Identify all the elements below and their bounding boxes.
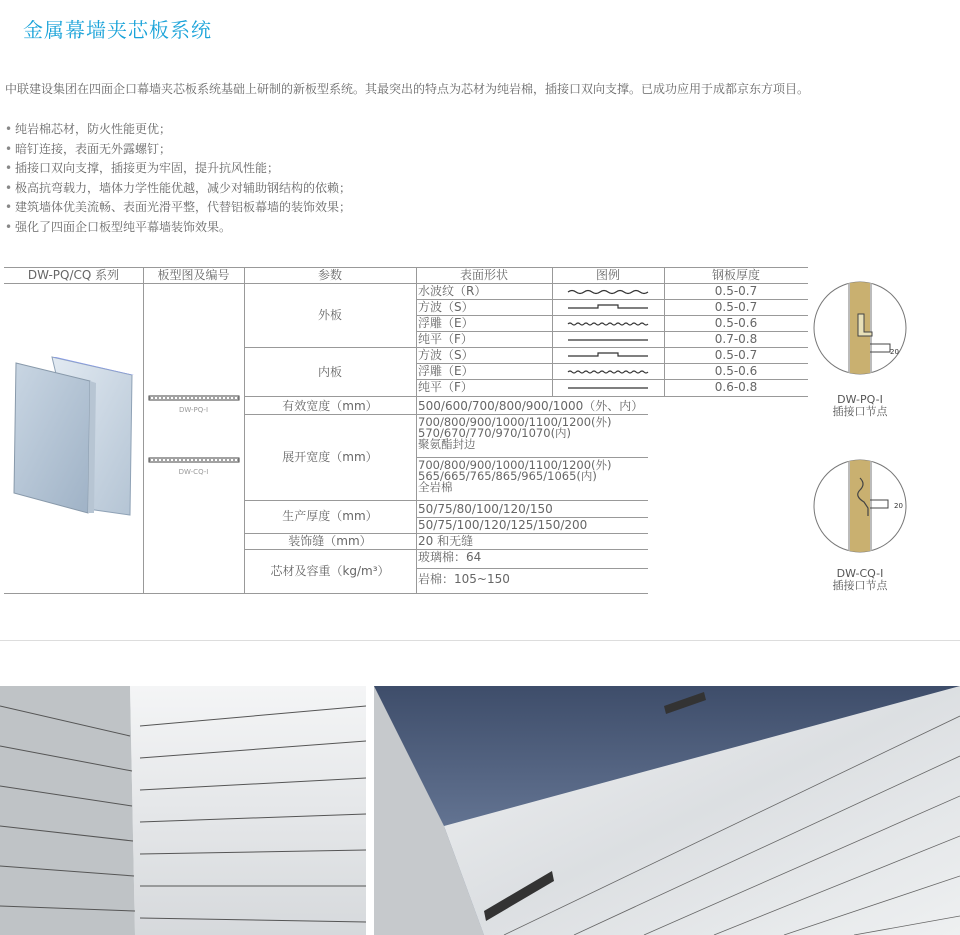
profile-cq-graphic	[147, 455, 241, 465]
node-pq-name: DW-PQ-I	[837, 393, 883, 406]
node-pq-graphic	[810, 270, 910, 390]
outer-thickness: 0.5-0.7	[714, 300, 758, 314]
outer-label: 外板	[317, 308, 342, 322]
joint-label: 装饰缝（mm）	[288, 534, 372, 548]
outer-shape: 纯平（F）	[418, 332, 473, 346]
outer-thickness: 0.5-0.7	[714, 284, 758, 298]
header-thickness: 钢板厚度	[711, 268, 760, 282]
profile-pq-label: DW-PQ-I	[178, 406, 209, 414]
feature-item: • 纯岩棉芯材，防火性能更优；	[5, 120, 351, 140]
outer-shape: 浮雕（E）	[418, 316, 474, 330]
page-title: 金属幕墙夹芯板系统	[23, 18, 212, 42]
panel-image	[10, 353, 138, 523]
production-thickness-label: 生产厚度（mm）	[282, 509, 378, 523]
core-label: 芯材及容重（kg/m³）	[270, 564, 390, 578]
production-thickness-value-1: 50/75/80/100/120/150	[418, 502, 553, 516]
unfold-width-value-1: 700/800/900/1000/1100/1200(外) 570/670/770/970/1070(内) 聚氨酯封边	[418, 415, 612, 451]
node-cq-dim: 20	[894, 502, 903, 510]
node-cq-caption: 插接口节点	[832, 579, 888, 592]
feature-item: • 暗钉连接，表面无外露螺钉；	[5, 140, 351, 160]
inner-shape: 纯平（F）	[418, 380, 473, 394]
profile-pq-graphic	[147, 393, 241, 403]
spec-table	[4, 267, 808, 594]
inner-shape: 方波（S）	[418, 348, 474, 362]
legend-wave	[568, 291, 648, 294]
legend-emboss	[568, 323, 648, 325]
unfold-width-value-2: 700/800/900/1000/1100/1200(外) 565/665/765/865/965/1065(内) 全岩棉	[418, 458, 612, 494]
header-series: DW-PQ/CQ 系列	[27, 268, 120, 282]
inner-thickness: 0.6-0.8	[714, 380, 758, 394]
legend-square	[568, 353, 648, 356]
divider	[0, 640, 960, 641]
inner-thickness: 0.5-0.7	[714, 348, 758, 362]
inner-thickness: 0.5-0.6	[714, 364, 758, 378]
header-profile: 板型图及编号	[157, 268, 230, 282]
header-param: 参数	[317, 268, 342, 282]
header-surface: 表面形状	[459, 268, 508, 282]
intro-text: 中联建设集团在四面企口幕墙夹芯板系统基础上研制的新板型系统。其最突出的特点为芯材为纯岩棉，插接口双向支撑。已成功应用于成都京东方项目。	[5, 82, 810, 96]
node-cq-graphic	[810, 448, 910, 568]
outer-shape: 方波（S）	[418, 300, 474, 314]
legend-square	[568, 305, 648, 308]
joint-value: 20 和无缝	[418, 534, 474, 548]
legend-emboss	[568, 371, 648, 373]
outer-thickness: 0.7-0.8	[714, 332, 758, 346]
facade-photo-left	[0, 686, 366, 935]
feature-item: • 插接口双向支撑，插接更为牢固，提升抗风性能；	[5, 159, 351, 179]
production-thickness-value-2: 50/75/100/120/125/150/200	[418, 518, 588, 532]
header-legend: 图例	[595, 268, 620, 282]
effective-width-value: 500/600/700/800/900/1000（外、内）	[418, 399, 644, 413]
profile-cq-label: DW-CQ-I	[178, 468, 209, 476]
inner-label: 内板	[317, 365, 342, 379]
effective-width-label: 有效宽度（mm）	[282, 399, 378, 413]
outer-thickness: 0.5-0.6	[714, 316, 758, 330]
feature-item: • 建筑墙体优美流畅、表面光滑平整，代替铝板幕墙的装饰效果；	[5, 198, 351, 218]
facade-photo-right	[374, 686, 960, 935]
surface-legend-graphic	[552, 283, 664, 396]
node-cq-name: DW-CQ-I	[836, 567, 884, 580]
unfold-width-label: 展开宽度（mm）	[282, 450, 378, 464]
feature-list	[5, 120, 351, 237]
core-value-2: 岩棉：105~150	[418, 572, 510, 586]
feature-item: • 强化了四面企口板型纯平幕墙装饰效果。	[5, 218, 351, 238]
core-value-1: 玻璃棉：64	[418, 550, 482, 564]
inner-shape: 浮雕（E）	[418, 364, 474, 378]
feature-item: • 极高抗弯载力，墙体力学性能优越，减少对辅助钢结构的依赖；	[5, 179, 351, 199]
node-pq-dim: 20	[890, 348, 899, 356]
node-pq-caption: 插接口节点	[832, 405, 888, 418]
outer-shape: 水波纹（R）	[418, 284, 487, 298]
